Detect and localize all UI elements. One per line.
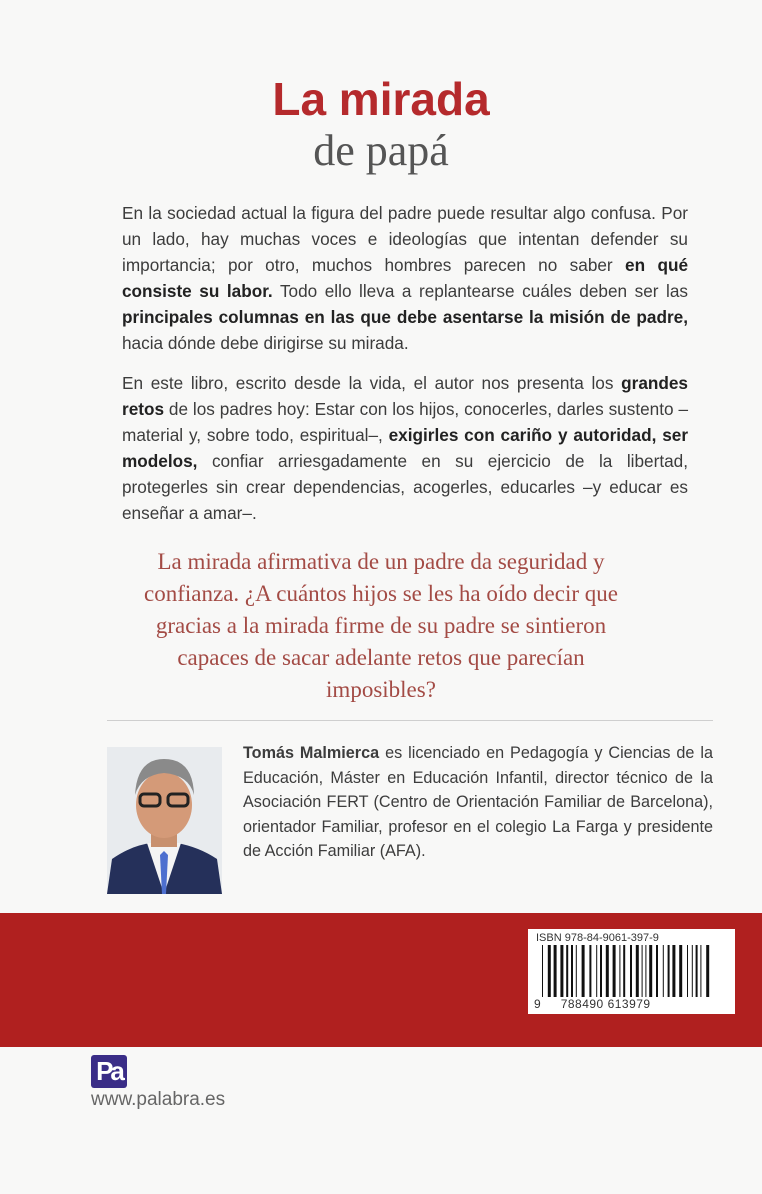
emphasis-text: principales columnas en las que debe asentarse la misión de padre, [122, 307, 688, 327]
barcode-bar [679, 945, 682, 997]
barcode-row [528, 945, 735, 997]
barcode-bar [623, 945, 625, 997]
barcode-bars [542, 945, 717, 997]
author-section [107, 741, 713, 913]
body-text: En la sociedad actual la figura del padre puede resultar algo confusa. Por un lado, hay muchas voces e ideologías que intentan defender su importancia; por otro, muchos hombres parecen no saber [122, 203, 688, 275]
publisher-footer [0, 1047, 762, 1135]
barcode-bar [636, 945, 639, 997]
barcode-bar [696, 945, 698, 997]
barcode-bar [596, 945, 597, 997]
author-bio [243, 741, 713, 913]
pull-quote: La mirada afirmativa de un padre da seguridad y confianza. ¿A cuántos hijos se les ha oído decir que gracias a la mirada firme de su padre se sintieron capaces de sacar adelante retos que parecían imposibles? [144, 549, 618, 702]
barcode-bar [672, 945, 675, 997]
isbn-label: ISBN 978-84-9061-397-9 [536, 932, 659, 944]
author-bio-text: es licenciado en Pedagogía y Ciencias de la Educación, Máster en Educación Infantil, director técnico de la Asociación FERT (Centro de Orientación Familiar de Barcelona), orientador Familiar, profesor en el colegio La Farga y presidente de Acción Familiar (AFA). [243, 744, 713, 861]
barcode-bar [613, 945, 616, 997]
barcode-bar [706, 945, 709, 997]
publisher-logo: Pa [91, 1055, 127, 1088]
barcode-bar [700, 945, 701, 997]
isbn-barcode [528, 929, 735, 1014]
barcode-bar [548, 945, 551, 997]
barcode-bar [566, 945, 568, 997]
barcode-bar [687, 945, 688, 997]
author-name: Tomás Malmierca [243, 744, 380, 762]
ean-row [528, 997, 735, 1011]
barcode-bar [576, 945, 577, 997]
publisher-url[interactable]: www.palabra.es [91, 1089, 226, 1110]
barcode-bar [630, 945, 632, 997]
barcode-bar [642, 945, 643, 997]
barcode-bar [542, 945, 543, 997]
emphasis-text: exigirles con cariño y autoridad, ser modelos, [122, 425, 689, 471]
red-band [0, 913, 762, 1047]
barcode-bar [649, 945, 652, 997]
divider [107, 720, 713, 721]
body-text: confiar arriesgadamente en su ejercicio de la libertad, protegerles sin crear dependencias, acogerles, educarles –y educar es enseñar a amar–. [122, 451, 688, 523]
body-text: En este libro, escrito desde la vida, el autor nos presenta los [122, 373, 622, 393]
body-text: hacia dónde debe dirigirse su mirada. [122, 333, 409, 353]
book-subtitle: de papá [313, 126, 449, 175]
body-text: Todo ello lleva a replantearse cuáles deben ser las [272, 281, 689, 301]
barcode-bar [554, 945, 557, 997]
barcode-bar [656, 945, 658, 997]
barcode-bar [668, 945, 670, 997]
barcode-bar [692, 945, 693, 997]
title-block [0, 0, 762, 176]
barcode-bar [606, 945, 609, 997]
barcode-bar [560, 945, 563, 997]
barcode-bar [600, 945, 602, 997]
emphasis-text: en qué consiste su labor. [122, 255, 689, 301]
body-text: de los padres hoy: Estar con los hijos, conocerles, darles sustento –material y, sobre todo, espiritual–, [122, 399, 688, 445]
synopsis-paragraph-1 [122, 200, 688, 356]
book-title: La mirada [272, 73, 490, 125]
barcode-bar [589, 945, 591, 997]
ean-digits: 788490 613979 [560, 997, 651, 1011]
barcode-bar [645, 945, 646, 997]
ean-lead-digit: 9 [534, 997, 541, 1011]
barcode-bar [582, 945, 585, 997]
author-photo [107, 747, 222, 894]
barcode-bar [571, 945, 573, 997]
barcode-bar [663, 945, 664, 997]
synopsis-paragraph-2 [122, 370, 688, 526]
emphasis-text: grandes retos [122, 373, 688, 419]
barcode-bar [619, 945, 620, 997]
